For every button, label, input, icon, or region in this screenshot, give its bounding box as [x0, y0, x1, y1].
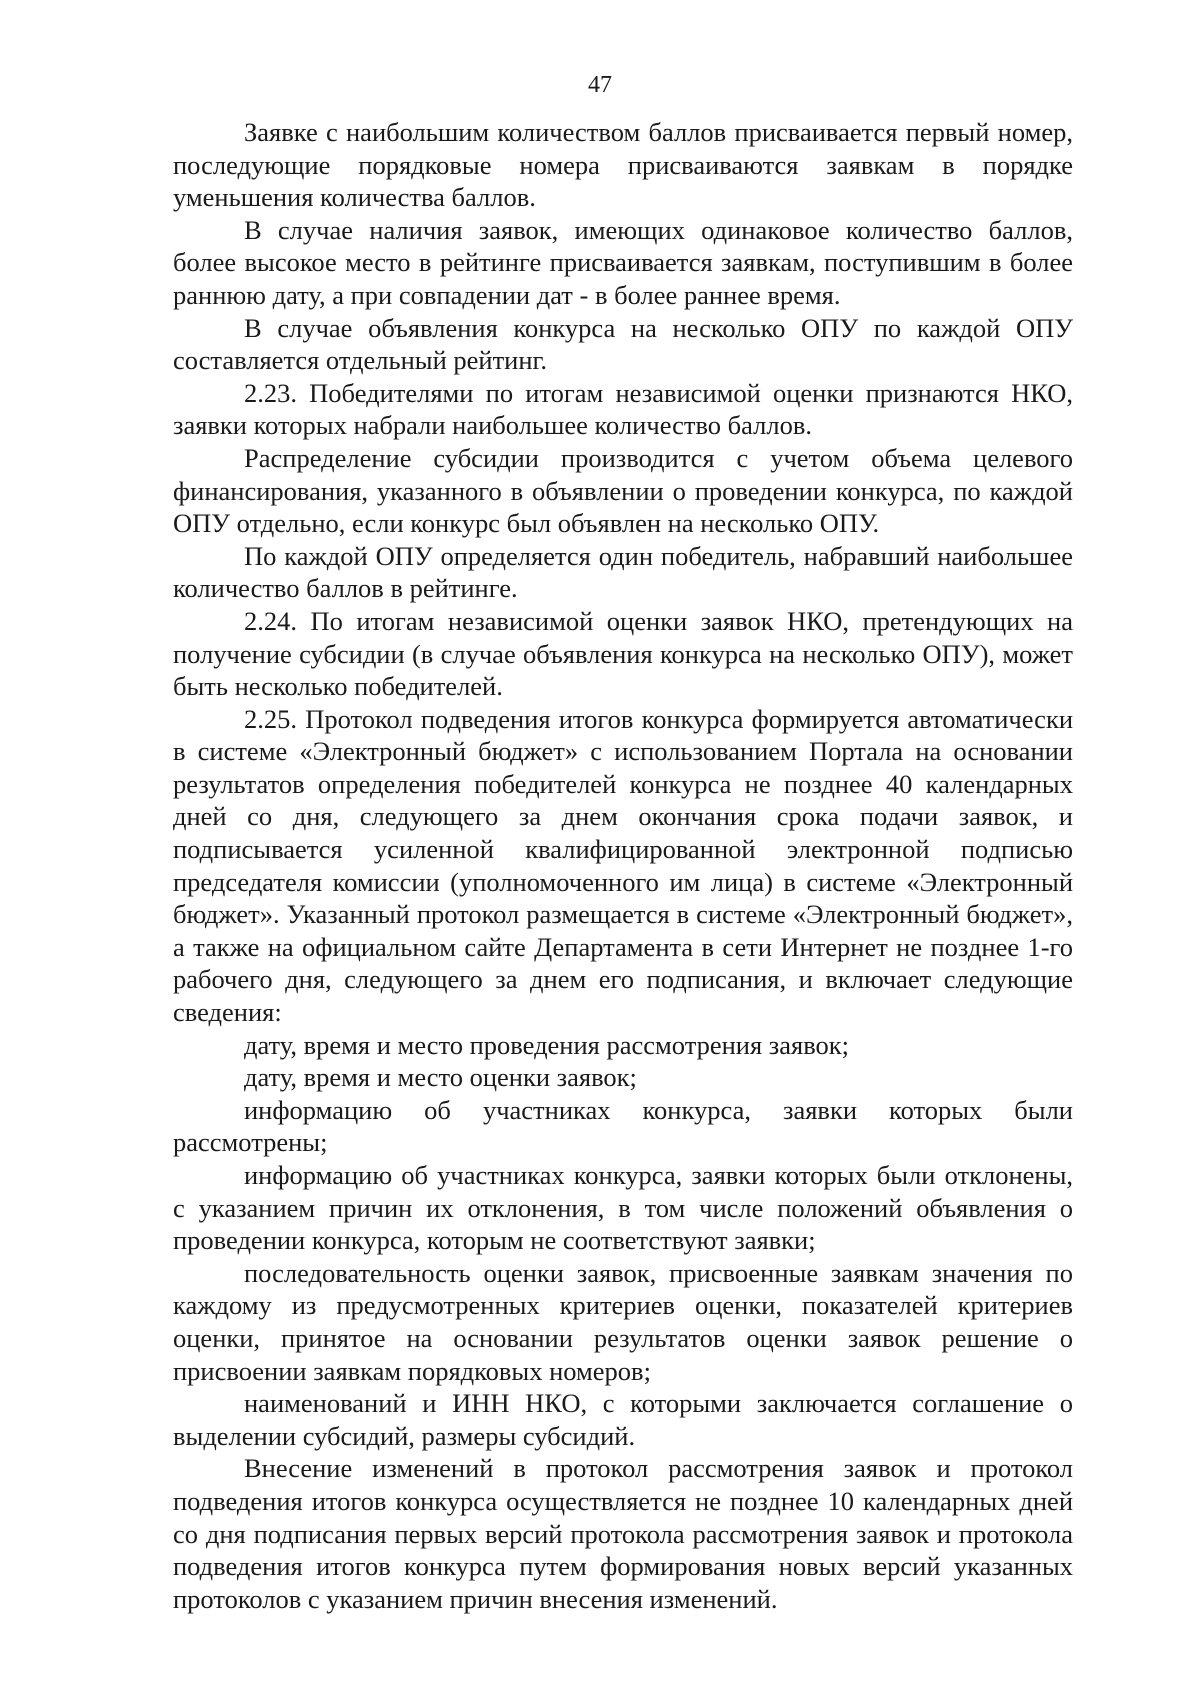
paragraph: Заявке с наибольшим количеством баллов присваивается первый номер, последующие порядковые номера присваиваются заявкам в порядке уменьшения количества баллов. [173, 117, 1073, 213]
paragraph: 2.24. По итогам независимой оценки заявок НКО, претендующих на получение субсидии (в случае объявления конкурса на несколько ОПУ), может быть несколько победителей. [173, 605, 1073, 702]
list-item: информацию об участниках конкурса, заявки которых были отклонены, с указанием причин их отклонения, в том числе положений объявления о проведении конкурса, которым не соответствуют заявки; [173, 1160, 1073, 1256]
paragraph: В случае объявления конкурса на несколько ОПУ по каждой ОПУ составляется отдельный рейтинг. [173, 312, 1073, 376]
list-item: информацию об участниках конкурса, заявки которых были рассмотрены; [173, 1094, 1073, 1158]
paragraph: Внесение изменений в протокол рассмотрения заявок и протокол подведения итогов конкурса осуществляется не позднее 10 календарных дней со дня подписания первых версий протокола рассмотрения заявок и протокола подведения итогов конкурса путем формирования новых версий указанных протоколов с указанием причин внесения изменений. [173, 1453, 1073, 1614]
paragraph: 2.25. Протокол подведения итогов конкурса формируется автоматически в системе «Электронный бюджет» с использованием Портала на основании результатов определения победителей конкурса не позднее 40 календарных дней со дня, следующего за днем окончания срока подачи заявок, и подписывается усиленной квалифицированной электронной подписью председателя комиссии (уполномоченного им лица) в системе «Электронный бюджет». Указанный протокол размещается в системе «Электронный бюджет», а также на официальном сайте Департамента в сети Интернет не позднее 1-го рабочего дня, следующего за днем его подписания, и включает следующие сведения: [173, 703, 1073, 1028]
list-item: дату, время и место оценки заявок; [244, 1062, 637, 1093]
paragraph: По каждой ОПУ определяется один победитель, набравший наибольшее количество баллов в рейтинге. [173, 540, 1073, 604]
list-item: дату, время и место проведения рассмотрения заявок; [244, 1029, 850, 1060]
paragraph: Распределение субсидии производится с учетом объема целевого финансирования, указанного в объявлении о проведении конкурса, по каждой ОПУ отдельно, если конкурс был объявлен на несколько ОПУ. [173, 442, 1073, 539]
paragraph: В случае наличия заявок, имеющих одинаковое количество баллов, более высокое место в рейтинге присваивается заявкам, поступившим в более раннюю дату, а при совпадении дат - в более раннее время. [173, 214, 1073, 310]
document-body [173, 116, 1073, 1615]
page-number: 47 [588, 72, 612, 98]
list-item: наименований и ИНН НКО, с которыми заключается соглашение о выделении субсидий, размеры субсидий. [173, 1388, 1073, 1451]
list-item: последовательность оценки заявок, присвоенные заявкам значения по каждому из предусмотренных критериев оценки, показателей критериев оценки, принятое на основании результатов оценки заявок решение о присвоении заявкам порядковых номеров; [173, 1257, 1073, 1386]
paragraph: 2.23. Победителями по итогам независимой оценки признаются НКО, заявки которых набрали наибольшее количество баллов. [173, 377, 1073, 441]
